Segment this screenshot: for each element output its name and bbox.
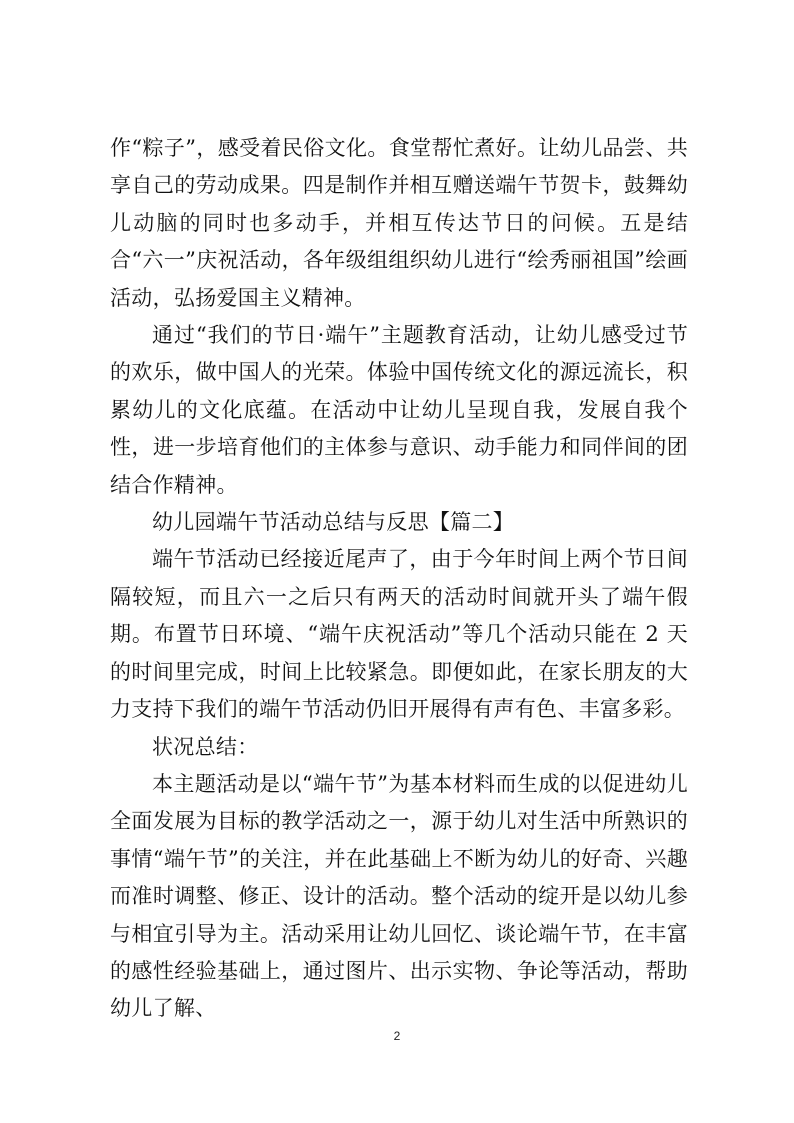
paragraph-summary: 通过“我们的节日·端午”主题教育活动，让幼儿感受过节的欢乐，做中国人的光荣。体验中国传统文化的源远流长，积累幼儿的文化底蕴。在活动中让幼儿呈现自我，发展自我个性，进一步培育他们的主体参与意识、动手能力和同伴间的团结合作精神。	[110, 323, 688, 497]
paragraph-theme-activity: 本主题活动是以“端午节”为基本材料而生成的以促进幼儿全面发展为目标的教学活动之一，源于幼儿对生活中所熟识的事情“端午节”的关注，并在此基础上不断为幼儿的好奇、兴趣而准时调整、修正、设计的活动。整个活动的绽开是以幼儿参与相宜引导为主。活动采用让幼儿回忆、谈论端午节，在丰富的感性经验基础上，通过图片、出示实物、争论等活动，帮助幼儿了解、	[110, 771, 688, 1021]
document-body	[110, 130, 688, 1028]
paragraph-intro: 端午节活动已经接近尾声了，由于今年时间上两个节日间隔较短，而且六一之后只有两天的活动时间就开头了端午假期。布置节日环境、“端午庆祝活动”等几个活动只能在 2 天的时间里完成，时间上比较紧急。即便如此，在家长朋友的大力支持下我们的端午节活动仍旧开展得有声有色、丰富多彩。	[110, 547, 688, 722]
section-heading: 幼儿园端午节活动总结与反思【篇二】	[152, 510, 515, 535]
paragraph-continuation: 作“粽子”，感受着民俗文化。食堂帮忙煮好。让幼儿品尝、共享自己的劳动成果。四是制作并相互赠送端午节贺卡，鼓舞幼儿动脑的同时也多动手，并相互传达节日的问候。五是结合“六一”庆祝活动，各年级组组织幼儿进行“绘秀丽祖国”绘画活动，弘扬爱国主义精神。	[110, 136, 688, 310]
subheading-status-summary: 状况总结：	[152, 734, 259, 759]
page-number: 2	[393, 1029, 401, 1043]
